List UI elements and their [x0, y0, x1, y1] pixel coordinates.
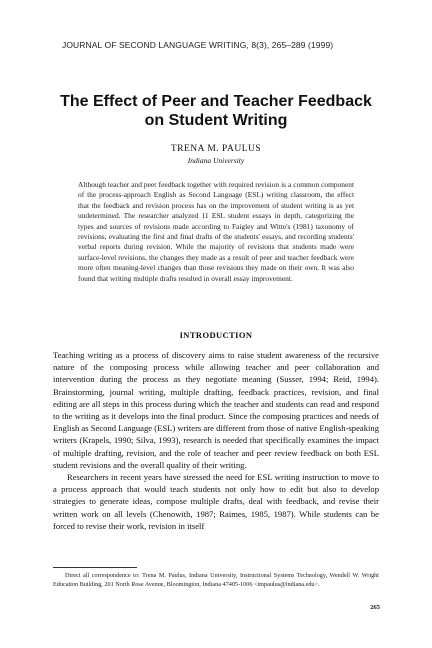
paragraph: Teaching writing as a process of discovery aims to raise student awareness of the recursive nature of the composing process while allowing teacher and peer collaboration and intervention during the process as they negotiate meaning (Susser, 1994; Reid, 1994). Brainstorming, journal writing, multiple drafting, feedback practices, revision, and final editing are all steps in this process during which the teacher and students can read and respond to the writing as it develops into the final product. Since the composing practices and needs of English as Second Language (ESL) writers are different from those of native English-speaking writers (Krapels, 1990; Silva, 1993), research is needed that specifically examines the impact of multiple drafting, revision, and the role of teacher and peer review feedback on both ESL student revisions and the overall quality of their writing.	[53, 350, 379, 470]
article-title-line-2: on Student Writing	[144, 112, 288, 129]
footnote-text: Direct all correspondence to: Trena M. Paulus, Indiana University, Instructional Systems Technology, Wendell W. Wright Education Building, 201 North Rose Avenue, Bloomington, Indiana 47405-1006 <tmpaulus@indiana.edu>.	[53, 572, 379, 588]
abstract: Although teacher and peer feedback together with required revision is a common component of the process-approach English as Second Language (ESL) writing classroom, the effect that the feedback and revision process has on the improvement of student writing is as yet undetermined. The researcher analyzed 11 ESL student essays in depth, categorizing the types and sources of revisions made according to Faigley and Witte's (1981) taxonomy of revisions, evaluating the first and final drafts of the students' essays, and recording students' verbal reports during revision. While the majority of revisions that students made were surface-level revisions, the changes they made as a result of peer and teacher feedback were more often meaning-level changes than those revisions they made on their own. It was also found that writing multiple drafts resulted in overall essay improvement.	[78, 180, 354, 283]
journal-citation: JOURNAL OF SECOND LANGUAGE WRITING, 8(3), 265–289 (1999)	[62, 40, 334, 50]
footnote-divider	[53, 567, 137, 568]
body-text	[53, 349, 379, 532]
page-number: 265	[370, 604, 380, 611]
article-title-line-1: The Effect of Peer and Teacher Feedback	[60, 93, 372, 110]
author-affiliation: Indiana University	[187, 156, 245, 165]
article-title	[40, 92, 392, 130]
author-name: TRENA M. PAULUS	[170, 144, 262, 154]
footnote	[53, 572, 379, 589]
section-heading-introduction: INTRODUCTION	[179, 330, 253, 340]
paragraph: Researchers in recent years have stressed the need for ESL writing instruction to move to a process approach that would teach students not only how to edit but also to develop strategies to generate ideas, compose multiple drafts, deal with feedback, and revise their written work on all levels (Chenowith, 1987; Raimes, 1985, 1987). While students can be forced to revise their work, revision in itself	[53, 472, 379, 531]
